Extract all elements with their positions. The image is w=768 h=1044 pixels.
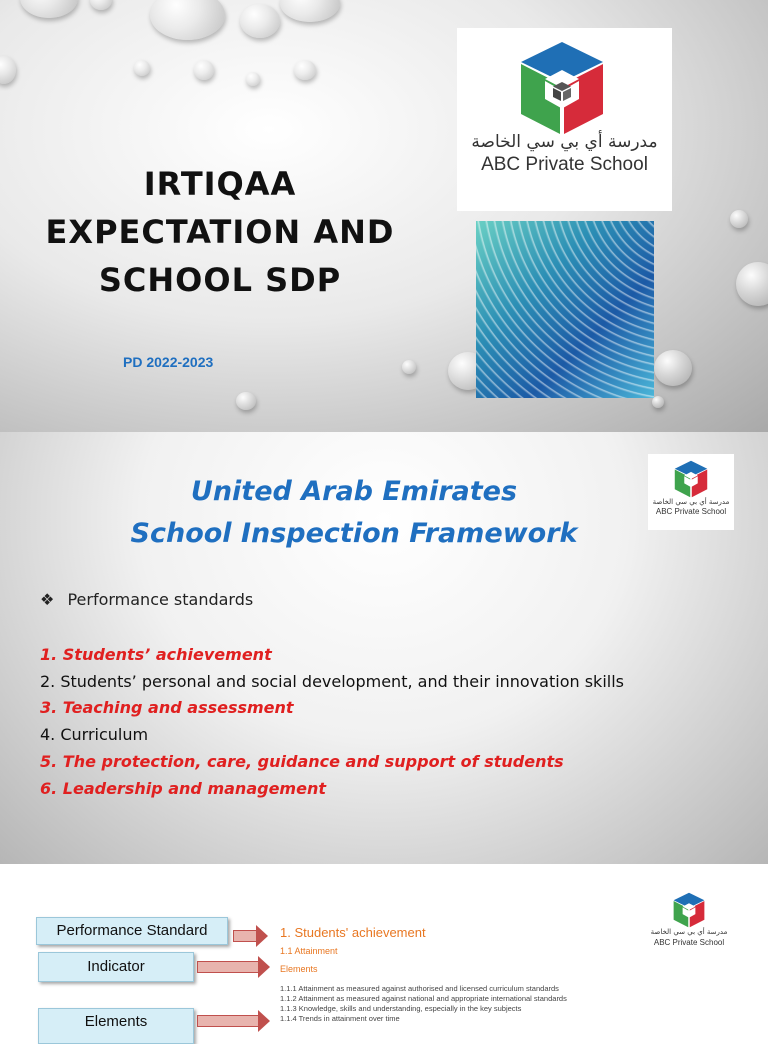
framework-indicator: 1.1 Attainment xyxy=(280,946,338,956)
water-drop-decoration xyxy=(246,72,260,86)
water-drop-decoration xyxy=(730,210,748,228)
title-line: SCHOOL SDP xyxy=(98,261,342,299)
decorative-wave-image xyxy=(476,221,654,398)
arrow-right-icon xyxy=(233,930,257,942)
logo-arabic-text: مدرسة أي بي سي الخاصة xyxy=(652,498,730,506)
school-logo-icon xyxy=(672,892,706,928)
logo-english-text: ABC Private School xyxy=(655,507,727,516)
framework-element: 1.1.3 Knowledge, skills and understanding, especially in the key subjects xyxy=(280,1004,522,1013)
water-drop-decoration xyxy=(236,392,256,410)
label-performance-standard: Performance Standard xyxy=(36,917,228,945)
water-drop-decoration xyxy=(654,350,692,386)
school-logo-card xyxy=(457,28,672,211)
slide-heading-line-2: School Inspection Framework xyxy=(130,518,578,549)
water-drop-decoration xyxy=(20,0,78,18)
framework-element: 1.1.2 Attainment as measured against national and appropriate international standards xyxy=(280,994,567,1003)
water-drop-decoration xyxy=(194,60,214,80)
water-drop-decoration xyxy=(0,56,16,84)
logo-arabic-text: مدرسة أي بي سي الخاصة xyxy=(471,132,658,152)
water-drop-decoration xyxy=(736,262,768,306)
school-logo-card xyxy=(648,454,734,530)
standard-item: 2. Students’ personal and social development, and their innovation skills xyxy=(40,672,624,691)
slide-title xyxy=(40,160,400,304)
school-logo-icon xyxy=(673,460,709,498)
framework-standard-title: 1. Students' achievement xyxy=(280,925,426,940)
water-drop-decoration xyxy=(280,0,340,22)
title-line: EXPECTATION AND xyxy=(45,213,395,251)
framework-element: 1.1.4 Trends in attainment over time xyxy=(280,1014,400,1023)
standard-item: 6. Leadership and management xyxy=(40,779,326,798)
standard-item: 4. Curriculum xyxy=(40,725,149,744)
standard-item: 1. Students’ achievement xyxy=(40,645,272,664)
school-logo-card xyxy=(644,888,734,958)
water-drop-decoration xyxy=(150,0,225,40)
bullet-text: Performance standards xyxy=(67,590,254,609)
school-logo-icon xyxy=(517,40,607,136)
water-drop-decoration xyxy=(294,60,316,80)
label-indicator: Indicator xyxy=(38,952,194,982)
water-drop-decoration xyxy=(240,4,280,38)
water-drop-decoration xyxy=(90,0,112,10)
logo-english-text: ABC Private School xyxy=(653,938,725,947)
arrow-right-icon xyxy=(197,1015,259,1027)
logo-english-text: ABC Private School xyxy=(481,154,648,175)
slide-subtitle: PD 2022-2023 xyxy=(123,354,214,370)
slide-heading-line-1: United Arab Emirates xyxy=(190,476,518,507)
standard-item: 3. Teaching and assessment xyxy=(40,698,294,717)
arrow-right-icon xyxy=(197,961,259,973)
bullet-diamond-icon: ❖ xyxy=(40,590,55,609)
framework-element: 1.1.1 Attainment as measured against authorised and licensed curriculum standards xyxy=(280,984,559,993)
title-slide xyxy=(0,0,768,432)
water-drop-decoration xyxy=(402,360,416,374)
bullet-item xyxy=(40,590,253,609)
logo-arabic-text: مدرسة أي بي سي الخاصة xyxy=(650,928,728,936)
label-elements: Elements xyxy=(38,1008,194,1044)
title-line: IRTIQAA xyxy=(143,165,297,203)
water-drop-decoration xyxy=(134,60,150,76)
framework-elements-heading: Elements xyxy=(280,964,318,974)
standard-item: 5. The protection, care, guidance and support of students xyxy=(40,752,564,771)
